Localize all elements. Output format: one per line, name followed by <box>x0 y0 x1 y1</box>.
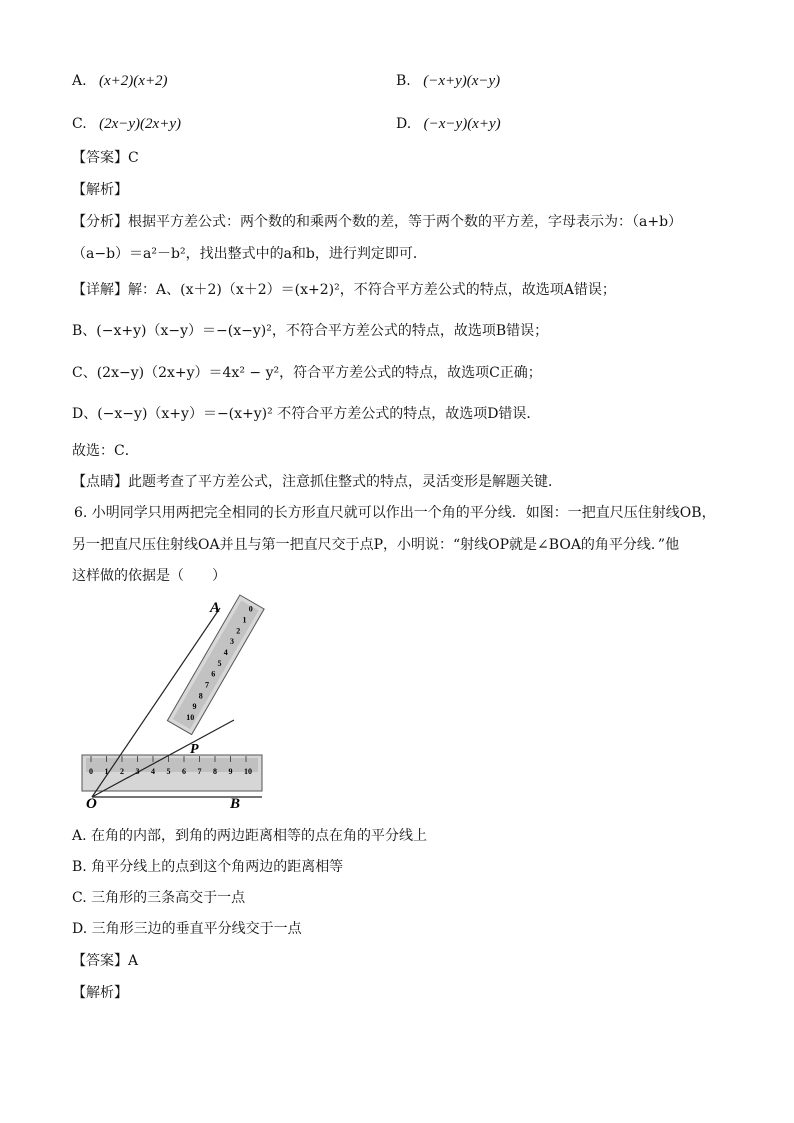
q5-detail-d: D、(−x−y)（x+y）＝−(x+y)² 不符合平方差公式的特点，故选项D错误． <box>72 406 541 422</box>
q5-detail-c: C、(2x−y)（2x+y）＝4x² − y²，符合平方差公式的特点，故选项C正确； <box>72 365 542 381</box>
slanted-ruler-tick-label: 1 <box>242 615 247 625</box>
ruler-tick-label: 1 <box>104 767 109 776</box>
q5-detail-b: B、(−x+y)（x−y）＝−(x−y)²，不符合平方差公式的特点，故选项B错误； <box>72 323 549 339</box>
slanted-ruler-tick-label: 10 <box>186 712 195 722</box>
slanted-ruler-tick-label: 0 <box>248 604 253 614</box>
slanted-ruler-tick-label: 6 <box>211 669 216 679</box>
option-letter: C. <box>72 116 87 132</box>
label-p: P <box>190 742 199 757</box>
q5-answer: 【答案】C <box>72 150 139 166</box>
label-a: A <box>210 600 221 616</box>
q6-option-b: B. 角平分线上的点到这个角两边的距离相等 <box>72 859 344 875</box>
q6-stem-line2: 另一把直尺压住射线OA并且与第一把直尺交于点P，小明说：“射线OP就是∠BOA的角平分线．”他 <box>72 537 680 553</box>
q6-option-c: C. 三角形的三条高交于一点 <box>72 890 246 906</box>
ruler-tick-label: 5 <box>166 767 171 776</box>
slanted-ruler-tick-label: 4 <box>223 648 228 657</box>
q6-option-d: D. 三角形三边的垂直平分线交于一点 <box>72 921 302 937</box>
slanted-ruler-tick-label: 7 <box>205 680 209 690</box>
ruler-tick-label: 0 <box>89 767 93 776</box>
q5-option-c <box>72 114 181 134</box>
ruler-tick-label: 9 <box>228 767 233 776</box>
slanted-ruler-tick-label: 9 <box>192 702 197 712</box>
option-expression: (−x+y)(x−y) <box>423 73 501 89</box>
label-o: O <box>86 796 97 812</box>
q5-analysis-heading: 【解析】 <box>72 182 128 198</box>
q5-option-b <box>396 71 500 91</box>
q5-dianjing: 【点睛】此题考查了平方差公式，注意抓住整式的特点，灵活变形是解题关键． <box>72 474 562 490</box>
option-letter: B. <box>396 73 411 89</box>
rulers-angle-figure <box>72 590 292 815</box>
option-letter: A. <box>72 73 87 89</box>
slanted-ruler-tick-label: 3 <box>230 637 234 647</box>
label-b: B <box>230 796 241 812</box>
slanted-ruler-tick-label: 8 <box>198 691 203 701</box>
option-expression: (x+2)(x+2) <box>99 73 168 89</box>
q5-option-d <box>396 114 501 134</box>
q6-option-a: A. 在角的内部，到角的两边距离相等的点在角的平分线上 <box>72 828 428 844</box>
q5-fenxi-line2: （a−b）＝a²－b²，找出整式中的a和b，进行判定即可． <box>72 246 427 262</box>
slanted-ruler-tick-label: 2 <box>236 626 241 636</box>
slanted-ruler-tick-label: 5 <box>217 658 222 668</box>
ruler-tick-label: 10 <box>244 767 252 776</box>
q6-analysis-heading: 【解析】 <box>72 985 128 1001</box>
ruler-tick-label: 7 <box>197 767 202 776</box>
ruler-tick-label: 8 <box>213 767 217 776</box>
q6-answer: 【答案】A <box>72 953 139 969</box>
q6-stem-line1: 6. 小明同学只用两把完全相同的长方形直尺就可以作出一个角的平分线．如图：一把直尺压住射线OB， <box>74 505 716 521</box>
option-expression: (−x−y)(x+y) <box>423 116 501 132</box>
ruler-tick-label: 3 <box>135 767 140 776</box>
option-expression: (2x−y)(2x+y) <box>99 116 181 132</box>
q5-fenxi-line1: 【分析】根据平方差公式：两个数的和乘两个数的差，等于两个数的平方差，字母表示为：（a+b） <box>72 214 683 230</box>
q5-option-a <box>72 71 168 91</box>
slanted-ruler-tick-labels <box>186 605 253 722</box>
ruler-tick-label: 6 <box>182 767 186 776</box>
q6-stem-line3: 这样做的依据是（ ） <box>72 568 226 584</box>
q5-detail-a: 【详解】解：A、(x＋2)（x＋2）＝(x+2)²，不符合平方差公式的特点，故选项A错误； <box>72 282 616 298</box>
ruler-tick-label: 2 <box>120 767 124 776</box>
option-letter: D. <box>396 116 412 132</box>
q5-choose: 故选：C． <box>72 443 139 459</box>
ruler-tick-label: 4 <box>151 767 155 776</box>
